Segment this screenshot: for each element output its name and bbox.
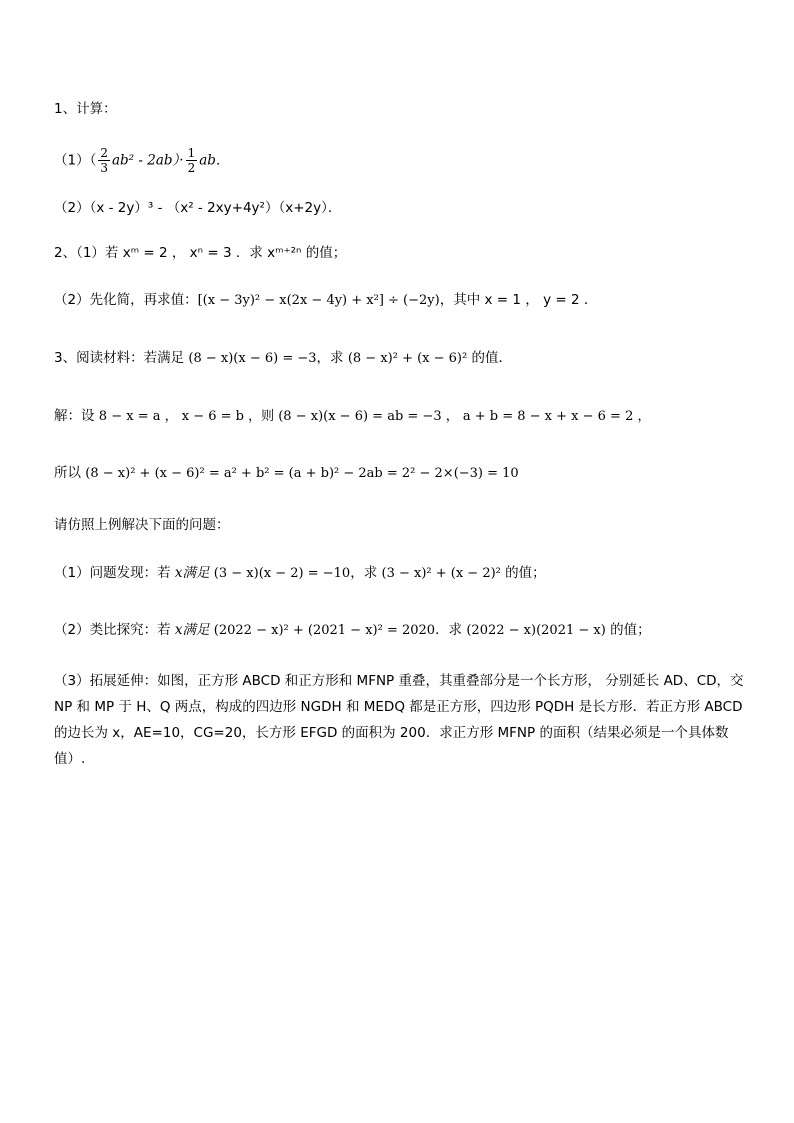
q3-sub1-expr1: (3 − x)(x − 2) = −10 bbox=[213, 566, 351, 581]
q2-part2-tail: ，其中 x = 1 ， y = 2 ． bbox=[439, 292, 598, 308]
q1-part1-mid: ab² - 2ab）· bbox=[111, 152, 184, 169]
q1-part1-label: （1）（ bbox=[54, 152, 97, 169]
fraction-two-thirds: $\frac{2}{3}$ bbox=[100, 146, 108, 175]
q3-sub1-cond: x满足 bbox=[174, 565, 214, 581]
q1-part2: （2）（x - 2y）³ - （x² - 2xy+4y²）（x+2y）． bbox=[54, 200, 342, 216]
q3-sub2-expr2: (2022 − x)(2021 − x) bbox=[466, 623, 606, 638]
fraction-one-half: $\frac{1}{2}$ bbox=[187, 146, 196, 175]
q3-intro bbox=[54, 349, 512, 368]
q3-sub1-label: （1）问题发现：若 bbox=[54, 565, 175, 581]
q3-therefore bbox=[54, 464, 519, 483]
q2-part1: 2、（1）若 xᵐ = 2 ， xⁿ = 3 ．求 xᵐ⁺²ⁿ 的值； bbox=[54, 245, 347, 261]
q2-part2-expression: [(x − 3y)² − x(2x − 4y) + x²] ÷ (−2y) bbox=[197, 293, 440, 308]
q3-sub1 bbox=[54, 564, 546, 583]
q3-sub2-expr1: (2022 − x)² + (2021 − x)² = 2020 bbox=[213, 623, 436, 638]
q1-title: 1、计算： bbox=[54, 101, 117, 117]
q3-intro-text-c: 的值． bbox=[467, 350, 513, 366]
q3-sub2 bbox=[54, 621, 651, 640]
q3-sub2-text: ．求 bbox=[435, 622, 467, 638]
q3-therefore-label: 所以 bbox=[54, 465, 86, 481]
q1-part1-end: ab． bbox=[199, 152, 230, 169]
q2-part2-label: （2）先化简，再求值： bbox=[54, 292, 198, 308]
q3-solution-expr: 8 − x = a ， x − 6 = b ，则 (8 − x)(x − 6) = ab = −3 ， a + b = 8 − x + x − 6 = 2 ， bbox=[98, 409, 651, 424]
q3-imitate: 请仿照上例解决下面的问题： bbox=[54, 517, 230, 533]
q3-sub2-label: （2）类比探究：若 bbox=[54, 622, 175, 638]
q3-sub2-tail: 的值； bbox=[605, 622, 651, 638]
q1-part1 bbox=[54, 146, 229, 175]
q3-sub3: （3）拓展延伸：如图，正方形 ABCD 和正方形和 MFNP 重叠，其重叠部分是一个长方形， 分别延长 AD、CD，交 NP 和 MP 于 H、Q 两点，构成的四边形 NGDH 和 MEDQ 都是正方形，四边形 PQDH 是长方形．若正方形 ABCD 的边长为 x，AE=10，CG=20，长方形 EFGD 的面积为 200．求正方形 MFNP 的面积（结果必须是一个具体数值）. bbox=[54, 673, 744, 767]
q3-sub2-cond: x满足 bbox=[174, 622, 214, 638]
q3-intro-expr1: (8 − x)(x − 6) = −3 bbox=[188, 351, 317, 366]
q3-sub1-text: ，求 bbox=[350, 565, 382, 581]
q3-solution-label: 解：设 bbox=[54, 408, 99, 424]
q3-intro-text-a: 3、阅读材料：若满足 bbox=[54, 350, 189, 366]
q3-sub1-expr2: (3 − x)² + (x − 2)² bbox=[381, 566, 501, 581]
q3-therefore-expr: (8 − x)² + (x − 6)² = a² + b² = (a + b)² − 2ab = 2² − 2×(−3) = 10 bbox=[85, 466, 519, 481]
q2-part2 bbox=[54, 291, 597, 310]
q3-solution bbox=[54, 407, 650, 426]
q3-intro-text-b: ，求 bbox=[316, 350, 348, 366]
q3-intro-expr2: (8 − x)² + (x − 6)² bbox=[347, 351, 468, 366]
q3-sub1-tail: 的值； bbox=[500, 565, 546, 581]
